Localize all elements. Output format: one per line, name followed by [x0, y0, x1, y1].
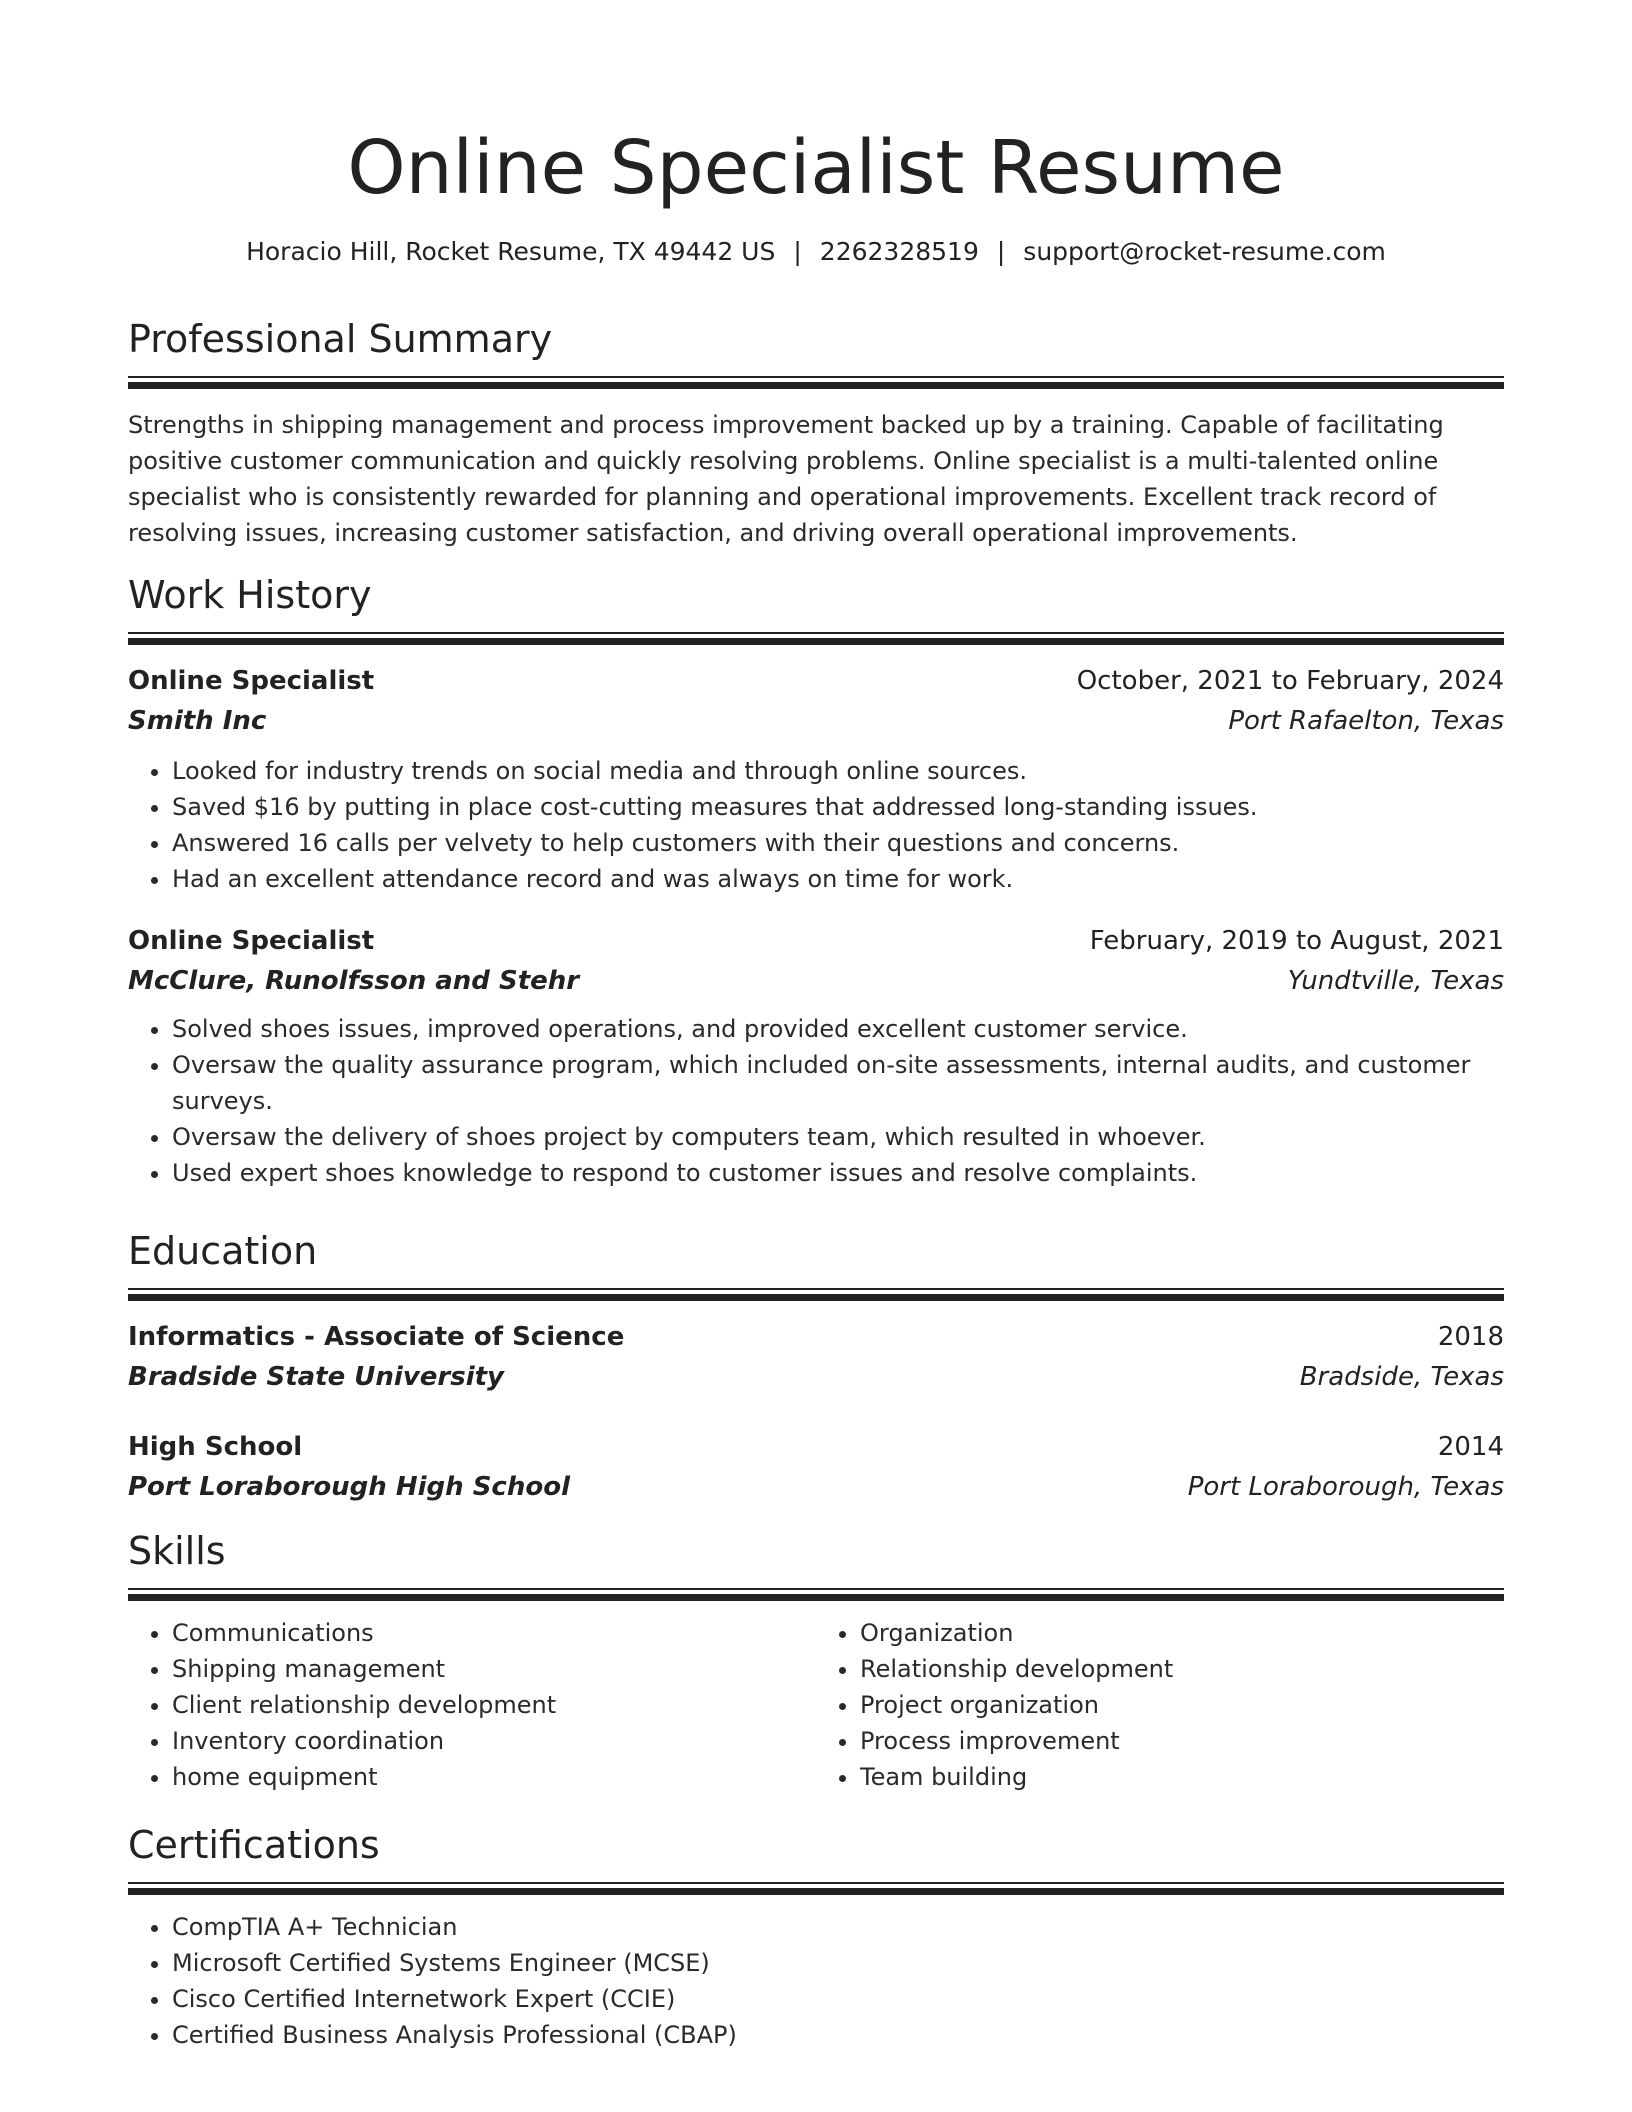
- education-subheader: [128, 1357, 1504, 1397]
- job-dates: February, 2019 to August, 2021: [1089, 926, 1504, 956]
- contact-separator: |: [996, 237, 1006, 266]
- section-heading-education: Education: [128, 1229, 318, 1273]
- list-item: • Communications: [172, 1615, 816, 1651]
- education-header: [128, 1317, 1504, 1357]
- education-degree: High School: [128, 1432, 303, 1462]
- list-item: • Cisco Certified Internetwork Expert (CCIE): [172, 1981, 1504, 2017]
- section-heading-skills: Skills: [128, 1529, 226, 1573]
- section-heading-work: Work History: [128, 573, 372, 617]
- certifications-list: [128, 1909, 1504, 2053]
- list-item: • Inventory coordination: [172, 1723, 816, 1759]
- section-divider: [128, 376, 1504, 389]
- skills-section: [128, 1526, 1504, 1795]
- list-item: • Shipping management: [172, 1651, 816, 1687]
- section-divider: [128, 632, 1504, 645]
- work-history-section: [128, 570, 1504, 1191]
- education-entry: [128, 1317, 1504, 1397]
- section-divider: [128, 1288, 1504, 1301]
- skills-columns: [128, 1615, 1504, 1795]
- list-item: • Had an excellent attendance record and was always on time for work.: [172, 861, 1504, 897]
- education-school: Bradside State University: [128, 1362, 504, 1392]
- list-item: • Microsoft Certified Systems Engineer (MCSE): [172, 1945, 1504, 1981]
- list-item: • Oversaw the delivery of shoes project by computers team, which resulted in whoever.: [172, 1119, 1504, 1155]
- job-company: McClure, Runolfsson and Stehr: [128, 966, 580, 996]
- education-year: 2014: [1437, 1432, 1504, 1462]
- skills-list-left: [128, 1615, 816, 1795]
- list-item: • Solved shoes issues, improved operations, and provided excellent customer service.: [172, 1011, 1504, 1047]
- education-subheader: [128, 1467, 1504, 1507]
- list-item: • Looked for industry trends on social media and through online sources.: [172, 753, 1504, 789]
- job-bullets: [128, 753, 1504, 897]
- summary-text: Strengths in shipping management and process improvement backed up by a training. Capable of facilitating positive customer communication and quickly resolving problems. Online specialist is a multi-talented online specialist who is consistently rewarded for planning and operational improvements. Excellent track record of resolving issues, increasing customer satisfaction, and driving overall operational improvements.: [128, 411, 1444, 547]
- list-item: • CompTIA A+ Technician: [172, 1909, 1504, 1945]
- job-subheader: [128, 961, 1504, 1001]
- job-entry: [128, 661, 1504, 897]
- job-dates: October, 2021 to February, 2024: [1076, 666, 1504, 696]
- list-item: • Project organization: [860, 1687, 1504, 1723]
- list-item: • Process improvement: [860, 1723, 1504, 1759]
- resume-title: Online Specialist Resume: [347, 125, 1285, 211]
- contact-line: [128, 234, 1504, 270]
- job-company: Smith Inc: [128, 706, 267, 736]
- section-divider: [128, 1588, 1504, 1601]
- education-year: 2018: [1437, 1322, 1504, 1352]
- job-subheader: [128, 701, 1504, 741]
- section-heading-summary: Professional Summary: [128, 317, 553, 361]
- job-bullets: [128, 1011, 1504, 1191]
- list-item: • Relationship development: [860, 1651, 1504, 1687]
- list-item: • home equipment: [172, 1759, 816, 1795]
- education-header: [128, 1427, 1504, 1467]
- skills-list-right: [816, 1615, 1504, 1795]
- job-header: [128, 921, 1504, 961]
- list-item: • Team building: [860, 1759, 1504, 1795]
- education-location: Port Loraborough, Texas: [1187, 1472, 1504, 1502]
- job-entry: [128, 921, 1504, 1191]
- contact-address: Horacio Hill, Rocket Resume, TX 49442 US: [246, 237, 776, 266]
- list-item: • Client relationship development: [172, 1687, 816, 1723]
- education-entry: [128, 1427, 1504, 1507]
- job-title: Online Specialist: [128, 926, 375, 956]
- job-location: Yundtville, Texas: [1287, 966, 1504, 996]
- list-item: • Used expert shoes knowledge to respond to customer issues and resolve complaints.: [172, 1155, 1504, 1191]
- list-item: • Answered 16 calls per velvety to help customers with their questions and concerns.: [172, 825, 1504, 861]
- contact-phone: 2262328519: [819, 237, 979, 266]
- job-title: Online Specialist: [128, 666, 375, 696]
- contact-email[interactable]: support@rocket-resume.com: [1023, 237, 1386, 266]
- contact-separator: |: [793, 237, 802, 266]
- education-section: [128, 1226, 1504, 1507]
- job-location: Port Rafaelton, Texas: [1228, 706, 1504, 736]
- list-item: • Organization: [860, 1615, 1504, 1651]
- list-item: • Oversaw the quality assurance program, which included on-site assessments, internal audits, and customer surveys.: [172, 1047, 1504, 1119]
- certifications-section: [128, 1820, 1504, 2053]
- job-header: [128, 661, 1504, 701]
- education-degree: Informatics - Associate of Science: [128, 1322, 625, 1352]
- summary-section: [128, 314, 1504, 551]
- section-divider: [128, 1882, 1504, 1895]
- list-item: • Saved $16 by putting in place cost-cutting measures that addressed long-standing issues.: [172, 789, 1504, 825]
- education-school: Port Loraborough High School: [128, 1472, 570, 1502]
- resume-page: [128, 118, 1504, 2049]
- list-item: • Certified Business Analysis Professional (CBAP): [172, 2017, 1504, 2053]
- section-heading-certifications: Certifications: [128, 1823, 380, 1867]
- education-location: Bradside, Texas: [1299, 1362, 1504, 1392]
